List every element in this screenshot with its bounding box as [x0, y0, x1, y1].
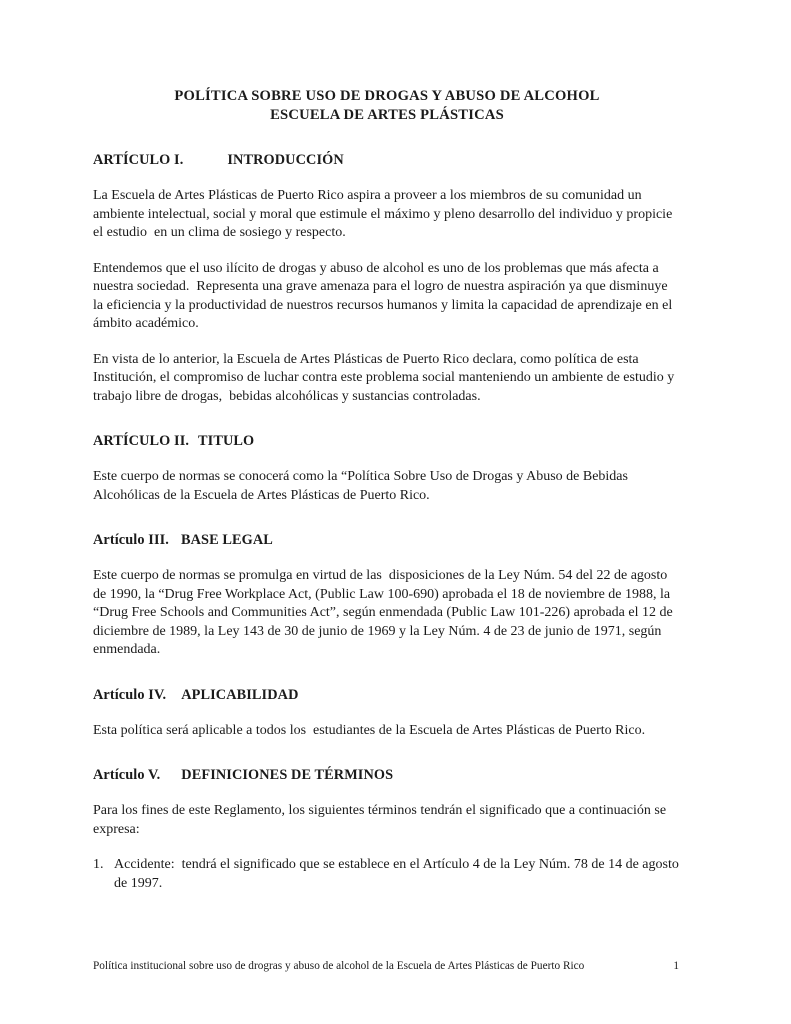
footer-text: Política institucional sobre uso de drogras y abuso de alcohol de la Escuela de Artes Plásticas de Puerto Rico [93, 960, 585, 972]
heading-label: Artículo IV. [93, 686, 167, 703]
list-item-number: 1. [93, 857, 104, 872]
page-footer [93, 959, 679, 973]
title-line-1: POLÍTICA SOBRE USO DE DROGAS Y ABUSO DE ALCOHOL [174, 88, 600, 104]
paragraph: La Escuela de Artes Plásticas de Puerto Rico aspira a proveer a los miembros de su comunidad un ambiente intelectual, social y moral que estimule el máximo y pleno desarrollo del individuo y propicie el estudio en un clima de sosiego y respecto. [93, 188, 676, 240]
heading-title: BASE LEGAL [180, 532, 273, 548]
heading-label: ARTÍCULO I. [93, 152, 184, 168]
heading-label: Artículo III. [93, 532, 169, 548]
section-articulo-iv [93, 686, 681, 741]
paragraph: Este cuerpo de normas se conocerá como la “Política Sobre Uso de Drogas y Abuso de Bebidas Alcohólicas de la Escuela de Artes Plásticas de Puerto Rico. [93, 469, 631, 503]
list-item-text: Accidente: tendrá el significado que se establece en el Artículo 4 de la Ley Núm. 78 de 14 de agosto de 1997. [114, 857, 683, 891]
document-content [93, 87, 681, 893]
section-articulo-iii [93, 531, 681, 660]
section-heading [93, 686, 681, 705]
section-articulo-i [93, 151, 681, 406]
section-articulo-ii [93, 432, 681, 505]
title-line-2: ESCUELA DE ARTES PLÁSTICAS [270, 107, 504, 123]
heading-title: DEFINICIONES DE TÉRMINOS [181, 767, 394, 783]
document-title [93, 87, 681, 125]
section-articulo-v [93, 766, 681, 893]
paragraph: Para los fines de este Reglamento, los siguientes términos tendrán el significado que a continuación se expresa: [93, 803, 670, 837]
heading-title: APLICABILIDAD [181, 686, 299, 703]
heading-title: TITULO [198, 433, 255, 449]
heading-label: ARTÍCULO II. [93, 433, 190, 449]
paragraph: Esta política será aplicable a todos los estudiantes de la Escuela de Artes Plásticas de Puerto Rico. [93, 722, 646, 738]
page-number: 1 [673, 960, 679, 972]
paragraph: Entendemos que el uso ilícito de drogas y abuso de alcohol es uno de los problemas que más afecta a nuestra sociedad. Representa una grave amenaza para el logro de nuestra aspiración ya que disminuye la eficiencia y la productividad de nuestros recursos humanos y limita la capacidad de aprendizaje en el ámbito académico. [93, 260, 676, 331]
heading-label: Artículo V. [93, 767, 161, 783]
paragraph: En vista de lo anterior, la Escuela de Artes Plásticas de Puerto Rico declara, como política de esta Institución, el compromiso de luchar contra este problema social manteniendo un ambiente de estudio y trabajo libre de drogas, bebidas alcohólicas y sustancias controladas. [93, 351, 678, 404]
section-heading [93, 151, 681, 170]
section-heading [93, 531, 681, 550]
heading-title: INTRODUCCIÓN [227, 152, 344, 168]
section-heading [93, 432, 681, 451]
paragraph: Este cuerpo de normas se promulga en virtud de las disposiciones de la Ley Núm. 54 del 22 de agosto de 1990, la “Drug Free Workplace Act, (Public Law 100-690) aprobada el 18 de noviembre de 1988, la “Drug Free Schools and Communities Act”, según enmendada (Public Law 101-226) aprobada el 12 de diciembre de 1989, la Ley 143 de 30 de junio de 1969 y la Ley Núm. 4 de 23 de junio de 1971, según enmendada. [93, 568, 677, 657]
section-heading [93, 766, 681, 785]
definition-list-item [93, 856, 681, 893]
